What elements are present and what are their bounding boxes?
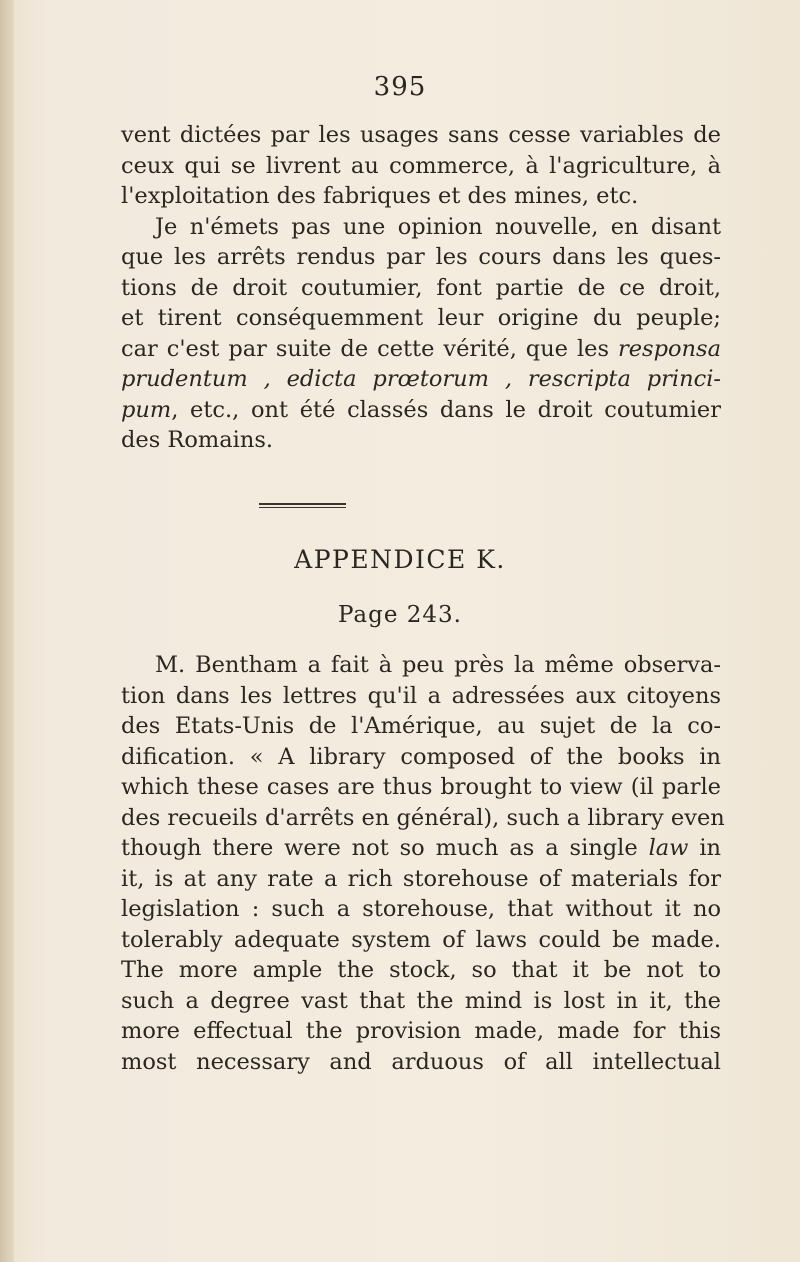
text-line: The more ample the stock, so that it be not to [121, 957, 721, 983]
text-line: M. Bentham a fait à peu près la même observa- [155, 652, 721, 678]
section-divider [259, 503, 346, 510]
divider-line [259, 503, 346, 505]
text-line: dification. « A library composed of the books in [121, 743, 721, 770]
divider-line [259, 507, 346, 509]
binding-edge [0, 0, 14, 1262]
text-line: des Etats-Unis de l'Amérique, au sujet de la co- [121, 713, 721, 739]
text-line [121, 395, 721, 426]
italic-text: responsa [617, 335, 721, 362]
text-line: que les arrêts rendus par les cours dans les ques- [121, 244, 721, 270]
text-line: tions de droit coutumier, font partie de ce droit, [121, 274, 721, 301]
appendix-title: APPENDICE K. [294, 545, 506, 574]
text-line: vent dictées par les usages sans cesse variables de [121, 122, 721, 148]
text-line: legislation : such a storehouse, that without it no [121, 896, 721, 922]
paragraph-3 [121, 650, 725, 1077]
text-line [121, 334, 721, 365]
text-line: l'exploitation des fabriques et des mines, etc. [121, 183, 639, 209]
text-span: in [688, 835, 722, 861]
paragraph-1 [121, 120, 721, 456]
italic-text: pum [121, 396, 172, 423]
text-line: which these cases are thus brought to view (il parle [121, 774, 721, 800]
text-line: et tirent conséquemment leur origine du peuple; [121, 305, 721, 331]
text-line: tolerably adequate system of laws could be made. [121, 926, 721, 953]
text-line: such a degree vast that the mind is lost in it, the [121, 987, 721, 1014]
text-line: des recueils d'arrêts en général), such a library even [121, 804, 725, 831]
text-span: though there were not so much as a single [121, 835, 649, 861]
page-number: 395 [373, 72, 427, 102]
text-line: more effectual the provision made, made for this [121, 1018, 721, 1044]
italic-text: prudentum , edicta prœtorum , rescripta princi- [121, 366, 721, 392]
text-line [121, 833, 721, 864]
italic-text: law [648, 835, 689, 861]
text-span: , etc., ont été classés dans le droit coutumier [171, 396, 721, 423]
text-line: des Romains. [121, 427, 274, 453]
text-line: tion dans les lettres qu'il a adressées aux citoyens [121, 682, 721, 709]
text-span: car c'est par suite de cette vérité, que les [121, 335, 618, 362]
text-line: most necessary and arduous of all intellectual [121, 1048, 721, 1075]
text-line: Je n'émets pas une opinion nouvelle, en disant [155, 213, 721, 240]
appendix-page-reference: Page 243. [337, 602, 462, 628]
text-line: it, is at any rate a rich storehouse of materials for [121, 865, 721, 892]
text-line: ceux qui se livrent au commerce, à l'agriculture, à [121, 152, 721, 179]
text-line [121, 364, 721, 395]
